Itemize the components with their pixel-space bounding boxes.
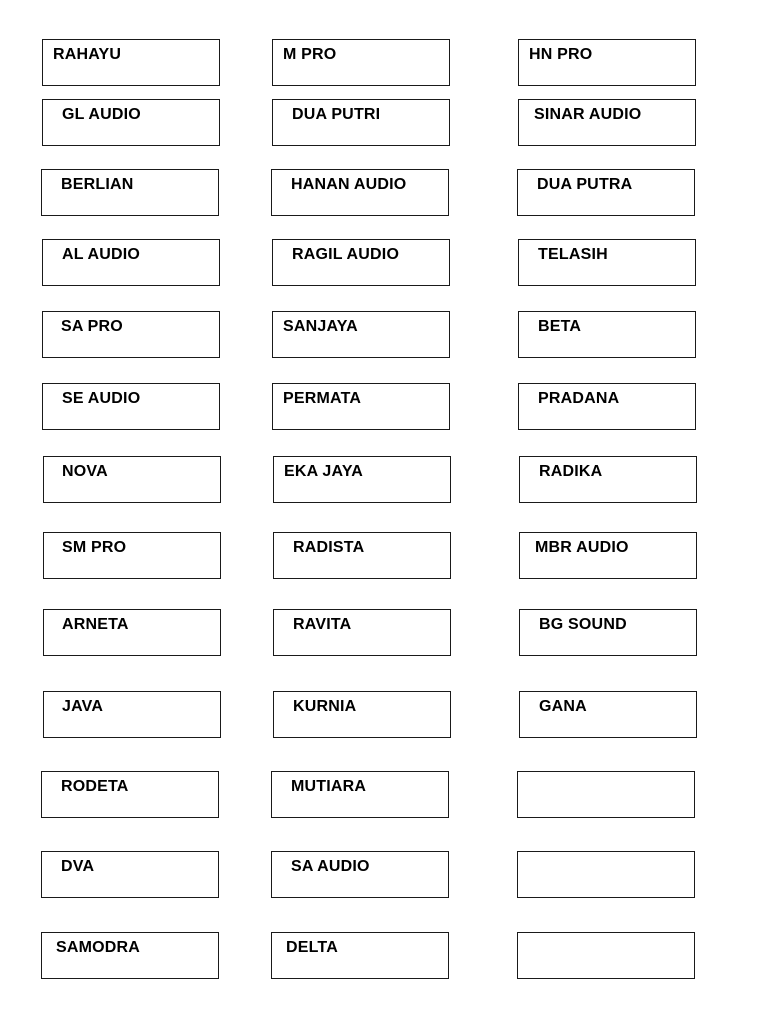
label-box-r11-left: [41, 771, 219, 818]
label-box-r12-right: [517, 851, 695, 898]
label-text: SE AUDIO: [62, 390, 141, 407]
label-box-r12-middle: [271, 851, 449, 898]
label-text: HANAN AUDIO: [291, 176, 407, 193]
label-text: SA AUDIO: [291, 858, 370, 875]
label-text: ARNETA: [62, 616, 129, 633]
label-box-r5-right: [518, 311, 696, 358]
label-text: GANA: [539, 698, 587, 715]
label-text: RADIKA: [539, 463, 603, 480]
label-text: M PRO: [283, 46, 337, 63]
label-text: PERMATA: [283, 390, 362, 407]
label-box-r8-right: [519, 532, 697, 579]
label-text: SANJAYA: [283, 318, 358, 335]
label-box-r3-middle: [271, 169, 449, 216]
label-text: AL AUDIO: [62, 246, 141, 263]
label-box-r9-middle: [273, 609, 451, 656]
label-box-r1-middle: [272, 39, 450, 86]
label-box-r8-middle: [273, 532, 451, 579]
label-box-r10-left: [43, 691, 221, 738]
label-box-r6-right: [518, 383, 696, 430]
label-box-r2-left: [42, 99, 220, 146]
label-text: RAGIL AUDIO: [292, 246, 400, 263]
label-box-r7-right: [519, 456, 697, 503]
label-text: SAMODRA: [56, 939, 141, 956]
label-text: EKA JAYA: [284, 463, 363, 480]
label-box-r9-left: [43, 609, 221, 656]
label-text: HN PRO: [529, 46, 593, 63]
label-box-r6-middle: [272, 383, 450, 430]
label-text: BERLIAN: [61, 176, 134, 193]
label-text: DUA PUTRI: [292, 106, 381, 123]
label-box-r13-left: [41, 932, 219, 979]
label-text: MBR AUDIO: [535, 539, 629, 556]
label-text: PRADANA: [538, 390, 620, 407]
label-box-r4-middle: [272, 239, 450, 286]
label-box-r2-right: [518, 99, 696, 146]
label-box-r11-middle: [271, 771, 449, 818]
label-box-r4-right: [518, 239, 696, 286]
label-box-r11-right: [517, 771, 695, 818]
label-text: SM PRO: [62, 539, 127, 556]
label-box-r4-left: [42, 239, 220, 286]
label-text: RAVITA: [293, 616, 352, 633]
label-box-r6-left: [42, 383, 220, 430]
label-box-r3-right: [517, 169, 695, 216]
label-text: GL AUDIO: [62, 106, 141, 123]
label-box-r12-left: [41, 851, 219, 898]
label-text: SA PRO: [61, 318, 123, 335]
label-box-r5-middle: [272, 311, 450, 358]
label-text: SINAR AUDIO: [534, 106, 642, 123]
label-text: MUTIARA: [291, 778, 367, 795]
label-box-r10-right: [519, 691, 697, 738]
label-box-r5-left: [42, 311, 220, 358]
label-box-r8-left: [43, 532, 221, 579]
label-text: BG SOUND: [539, 616, 627, 633]
label-text: RAHAYU: [53, 46, 122, 63]
label-box-r7-middle: [273, 456, 451, 503]
label-box-r3-left: [41, 169, 219, 216]
label-box-r10-middle: [273, 691, 451, 738]
label-text: RADISTA: [293, 539, 365, 556]
label-text: NOVA: [62, 463, 108, 480]
label-text: TELASIH: [538, 246, 608, 263]
label-text: DELTA: [286, 939, 338, 956]
label-box-r2-middle: [272, 99, 450, 146]
label-text: RODETA: [61, 778, 129, 795]
label-box-r13-right: [517, 932, 695, 979]
label-text: DVA: [61, 858, 95, 875]
label-text: KURNIA: [293, 698, 357, 715]
label-text: JAVA: [62, 698, 104, 715]
label-box-r1-right: [518, 39, 696, 86]
label-box-r13-middle: [271, 932, 449, 979]
label-box-r1-left: [42, 39, 220, 86]
label-text: BETA: [538, 318, 582, 335]
label-box-r7-left: [43, 456, 221, 503]
label-box-r9-right: [519, 609, 697, 656]
label-text: DUA PUTRA: [537, 176, 633, 193]
